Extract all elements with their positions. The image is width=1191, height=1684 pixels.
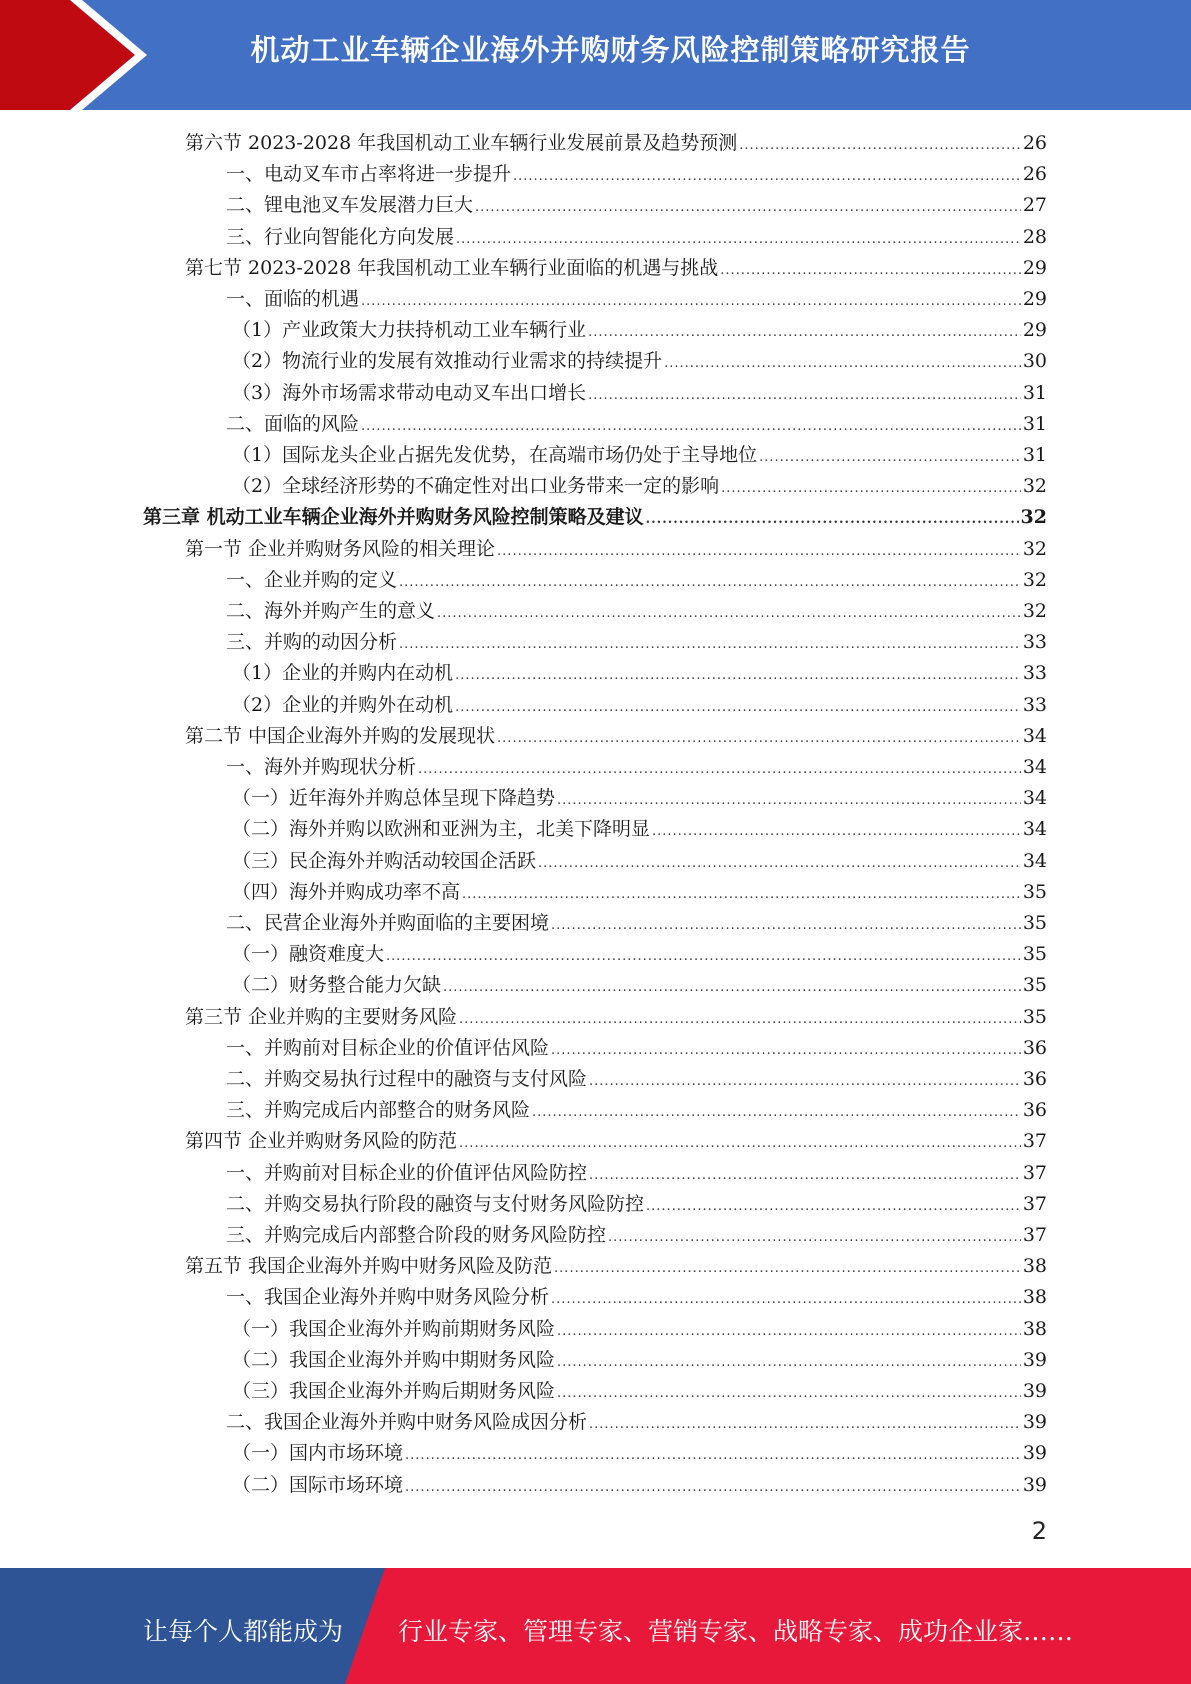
toc-entry-page: 32 (1022, 569, 1047, 591)
toc-leader-dots (589, 1066, 1021, 1097)
toc-leader-dots (589, 1160, 1021, 1191)
report-title: 机动工业车辆企业海外并购财务风险控制策略研究报告 (250, 33, 971, 67)
toc-entry-title: 二、民营企业海外并购面临的主要困境 (226, 912, 550, 934)
toc-entry-title: （四）海外并购成功率不高 (232, 881, 461, 903)
toc-leader-dots (386, 941, 1021, 972)
toc-entry[interactable] (232, 315, 1047, 346)
toc-leader-dots (588, 380, 1021, 411)
toc-leader-dots (456, 224, 1021, 255)
toc-leader-dots (538, 848, 1021, 879)
toc-entry[interactable] (185, 1251, 1047, 1282)
toc-entry-title: 第五节 我国企业海外并购中财务风险及防范 (185, 1255, 553, 1277)
toc-leader-dots (557, 1347, 1021, 1378)
toc-entry[interactable] (185, 1126, 1047, 1157)
toc-entry-page: 39 (1022, 1442, 1047, 1464)
toc-entry-page: 33 (1022, 631, 1047, 653)
toc-entry[interactable] (226, 1220, 1047, 1251)
toc-entry-title: （二）国际市场环境 (232, 1474, 404, 1496)
toc-leader-dots (759, 442, 1021, 473)
toc-entry-title: （2）企业的并购外在动机 (232, 694, 454, 716)
toc-entry-title: 一、电动叉车市占率将进一步提升 (226, 163, 512, 185)
toc-leader-dots (551, 1035, 1021, 1066)
toc-entry-page: 29 (1022, 257, 1047, 279)
toc-entry-page: 31 (1022, 382, 1047, 404)
toc-entry-title: （1）产业政策大力扶持机动工业车辆行业 (232, 319, 587, 341)
toc-entry[interactable] (185, 128, 1047, 159)
toc-entry[interactable] (232, 846, 1047, 877)
toc-entry-title: 二、我国企业海外并购中财务风险成因分析 (226, 1411, 588, 1433)
toc-entry-page: 37 (1022, 1130, 1047, 1152)
toc-entry-title: （三）我国企业海外并购后期财务风险 (232, 1380, 556, 1402)
toc-entry-title: 第四节 企业并购财务风险的防范 (185, 1130, 458, 1152)
toc-entry-title: （二）我国企业海外并购中期财务风险 (232, 1349, 556, 1371)
toc-entry-page: 34 (1022, 850, 1047, 872)
toc-leader-dots (532, 1097, 1021, 1128)
toc-entry-title: （二）财务整合能力欠缺 (232, 974, 442, 996)
toc-leader-dots (646, 1191, 1021, 1222)
toc-entry-page: 37 (1022, 1224, 1047, 1246)
toc-entry[interactable] (185, 721, 1047, 752)
toc-entry[interactable] (232, 1345, 1047, 1376)
toc-leader-dots (462, 879, 1021, 910)
toc-entry-page: 32 (1022, 538, 1047, 560)
toc-entry-title: 三、并购完成后内部整合的财务风险 (226, 1099, 531, 1121)
toc-leader-dots (443, 972, 1021, 1003)
toc-leader-dots (720, 255, 1021, 286)
toc-entry-page: 36 (1022, 1099, 1047, 1121)
toc-entry-title: 第三节 企业并购的主要财务风险 (185, 1006, 458, 1028)
toc-entry[interactable] (226, 908, 1047, 939)
toc-entry[interactable] (232, 346, 1047, 377)
toc-leader-dots (399, 629, 1021, 660)
toc-leader-dots (557, 785, 1021, 816)
toc-entry-title: 二、锂电池叉车发展潜力巨大 (226, 194, 474, 216)
toc-leader-dots (551, 910, 1021, 941)
toc-entry[interactable] (232, 690, 1047, 721)
toc-entry-page: 31 (1022, 444, 1047, 466)
toc-leader-dots (739, 130, 1021, 161)
toc-entry-page: 38 (1022, 1318, 1047, 1340)
toc-entry[interactable] (232, 1376, 1047, 1407)
toc-entry-page: 35 (1022, 912, 1047, 934)
toc-entry-page: 33 (1022, 662, 1047, 684)
toc-leader-dots (554, 1253, 1021, 1284)
toc-entry[interactable] (232, 939, 1047, 970)
toc-entry[interactable] (226, 1158, 1047, 1189)
toc-entry-title: 一、企业并购的定义 (226, 569, 398, 591)
toc-entry-title: 第一节 企业并购财务风险的相关理论 (185, 538, 496, 560)
toc-entry-title: 一、面临的机遇 (226, 288, 360, 310)
toc-entry[interactable] (232, 877, 1047, 908)
toc-entry[interactable] (232, 378, 1047, 409)
toc-entry-title: 第七节 2023-2028 年我国机动工业车辆行业面临的机遇与挑战 (185, 257, 719, 279)
toc-entry-page: 32 (1020, 506, 1047, 528)
toc-entry-page: 37 (1022, 1193, 1047, 1215)
toc-entry[interactable] (226, 596, 1047, 627)
toc-leader-dots (405, 1472, 1021, 1503)
toc-entry[interactable] (232, 658, 1047, 689)
toc-entry-page: 36 (1022, 1068, 1047, 1090)
toc-entry-title: （1）企业的并购内在动机 (232, 662, 454, 684)
toc-leader-dots (361, 411, 1021, 442)
report-header (0, 0, 1191, 110)
toc-leader-dots (497, 723, 1021, 754)
toc-entry-title: （一）我国企业海外并购前期财务风险 (232, 1318, 556, 1340)
toc-entry-page: 34 (1022, 787, 1047, 809)
toc-leader-dots (455, 660, 1021, 691)
toc-entry-page: 37 (1022, 1162, 1047, 1184)
toc-leader-dots (418, 754, 1021, 785)
toc-entry[interactable] (185, 534, 1047, 565)
toc-entry[interactable] (226, 284, 1047, 315)
toc-entry-page: 26 (1022, 132, 1047, 154)
toc-entry[interactable] (226, 1095, 1047, 1126)
toc-entry-page: 27 (1022, 194, 1047, 216)
toc-entry-title: （一）国内市场环境 (232, 1442, 404, 1464)
toc-leader-dots (608, 1222, 1021, 1253)
toc-leader-dots (455, 692, 1021, 723)
toc-entry-page: 31 (1022, 413, 1047, 435)
toc-entry-title: （3）海外市场需求带动电动叉车出口增长 (232, 382, 587, 404)
toc-entry[interactable] (143, 502, 1047, 533)
toc-entry-title: 三、行业向智能化方向发展 (226, 226, 455, 248)
toc-entry-title: 第二节 中国企业海外并购的发展现状 (185, 725, 496, 747)
toc-entry-page: 32 (1022, 475, 1047, 497)
toc-entry[interactable] (185, 253, 1047, 284)
toc-leader-dots (497, 536, 1021, 567)
toc-leader-dots (437, 598, 1021, 629)
toc-entry[interactable] (226, 627, 1047, 658)
toc-leader-dots (459, 1004, 1021, 1035)
toc-entry[interactable] (232, 1314, 1047, 1345)
toc-entry[interactable] (226, 752, 1047, 783)
toc-leader-dots (557, 1378, 1021, 1409)
toc-entry-page: 30 (1022, 350, 1047, 372)
toc-entry-page: 35 (1022, 881, 1047, 903)
toc-leader-dots (361, 286, 1021, 317)
toc-leader-dots (399, 567, 1021, 598)
page-number: 2 (1031, 1517, 1047, 1545)
toc-entry-title: 一、并购前对目标企业的价值评估风险 (226, 1037, 550, 1059)
toc-entry-title: （2）全球经济形势的不确定性对出口业务带来一定的影响 (232, 475, 720, 497)
toc-leader-dots (721, 473, 1021, 504)
toc-entry-title: 二、并购交易执行过程中的融资与支付风险 (226, 1068, 588, 1090)
toc-entry-page: 38 (1022, 1286, 1047, 1308)
toc-entry[interactable] (226, 1407, 1047, 1438)
toc-leader-dots (664, 348, 1021, 379)
toc-leader-dots (459, 1128, 1021, 1159)
toc-entry[interactable] (232, 471, 1047, 502)
toc-leader-dots (405, 1440, 1021, 1471)
toc-entry-title: （三）民企海外并购活动较国企活跃 (232, 850, 537, 872)
toc-entry[interactable] (232, 783, 1047, 814)
toc-entry-title: 三、并购的动因分析 (226, 631, 398, 653)
toc-leader-dots (551, 1284, 1021, 1315)
toc-entry-title: 第六节 2023-2028 年我国机动工业车辆行业发展前景及趋势预测 (185, 132, 738, 154)
toc-entry-page: 36 (1022, 1037, 1047, 1059)
toc-entry-page: 34 (1022, 756, 1047, 778)
toc-entry-page: 35 (1022, 974, 1047, 996)
toc-entry-title: 二、并购交易执行阶段的融资与支付财务风险防控 (226, 1193, 645, 1215)
toc-entry-page: 29 (1022, 288, 1047, 310)
toc-entry[interactable] (226, 222, 1047, 253)
toc-entry[interactable] (232, 1470, 1047, 1501)
toc-entry[interactable] (226, 190, 1047, 221)
toc-leader-dots (646, 504, 1019, 535)
footer-slogan-left: 让每个人都能成为 (143, 1617, 344, 1646)
toc-entry[interactable] (226, 1189, 1047, 1220)
toc-entry-page: 32 (1022, 600, 1047, 622)
toc-entry-title: （一）融资难度大 (232, 943, 385, 965)
toc-entry[interactable] (232, 440, 1047, 471)
footer-slogan-right: 行业专家、管理专家、营销专家、战略专家、成功企业家…… (398, 1617, 1074, 1646)
toc-entry-title: 二、面临的风险 (226, 413, 360, 435)
toc-entry-page: 33 (1022, 694, 1047, 716)
toc-entry[interactable] (185, 1002, 1047, 1033)
toc-entry-page: 39 (1022, 1474, 1047, 1496)
toc-leader-dots (589, 1409, 1021, 1440)
toc-entry[interactable] (226, 409, 1047, 440)
toc-entry-title: （二）海外并购以欧洲和亚洲为主，北美下降明显 (232, 818, 651, 840)
toc-entry-title: （一）近年海外并购总体呈现下降趋势 (232, 787, 556, 809)
toc-entry-page: 38 (1022, 1255, 1047, 1277)
toc-entry-title: 第三章 机动工业车辆企业海外并购财务风险控制策略及建议 (143, 506, 644, 528)
toc-entry[interactable] (232, 814, 1047, 845)
toc-entry-page: 29 (1022, 319, 1047, 341)
toc-entry-title: （1）国际龙头企业占据先发优势，在高端市场仍处于主导地位 (232, 444, 758, 466)
toc-leader-dots (475, 192, 1021, 223)
footer-banner (0, 1568, 1191, 1684)
toc-entry-page: 34 (1022, 818, 1047, 840)
toc-leader-dots (557, 1316, 1021, 1347)
toc-entry-title: 一、并购前对目标企业的价值评估风险防控 (226, 1162, 588, 1184)
toc-entry-page: 39 (1022, 1349, 1047, 1371)
toc-entry[interactable] (226, 1282, 1047, 1313)
toc-entry[interactable] (226, 1033, 1047, 1064)
toc-entry-page: 26 (1022, 163, 1047, 185)
toc-entry-page: 35 (1022, 1006, 1047, 1028)
toc-entry[interactable] (226, 1064, 1047, 1095)
toc-entry-page: 39 (1022, 1380, 1047, 1402)
toc-entry-title: 三、并购完成后内部整合阶段的财务风险防控 (226, 1224, 607, 1246)
toc-entry-title: 一、我国企业海外并购中财务风险分析 (226, 1286, 550, 1308)
toc-entry-page: 34 (1022, 725, 1047, 747)
toc-entry[interactable] (226, 565, 1047, 596)
toc-entry-page: 35 (1022, 943, 1047, 965)
toc-entry[interactable] (232, 970, 1047, 1001)
toc-leader-dots (588, 317, 1021, 348)
toc-entry-page: 39 (1022, 1411, 1047, 1433)
toc-entry-title: （2）物流行业的发展有效推动行业需求的持续提升 (232, 350, 663, 372)
toc-entry-page: 28 (1022, 226, 1047, 248)
toc-entry-title: 一、海外并购现状分析 (226, 756, 417, 778)
toc-leader-dots (652, 816, 1021, 847)
toc-entry-title: 二、海外并购产生的意义 (226, 600, 436, 622)
toc-leader-dots (513, 161, 1021, 192)
toc-entry[interactable] (232, 1438, 1047, 1469)
toc-entry[interactable] (226, 159, 1047, 190)
